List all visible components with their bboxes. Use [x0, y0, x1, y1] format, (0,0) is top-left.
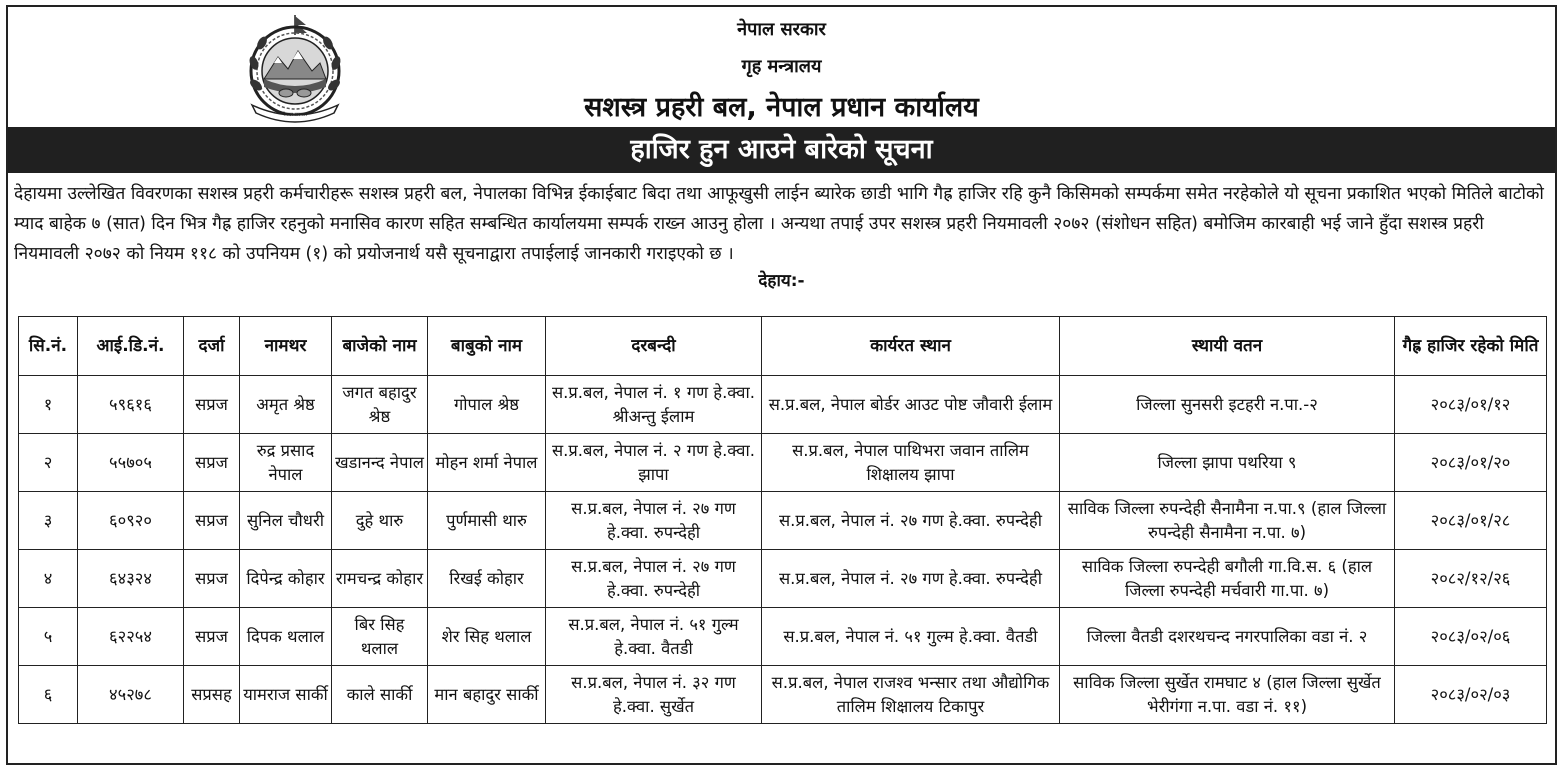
cell-post: स.प्र.बल, नेपाल नं. २७ गण हे.क्वा. रुपन्देही: [546, 550, 762, 608]
cell-grandfather: खडानन्द नेपाल: [332, 434, 428, 492]
cell-rank: सप्रसह: [184, 666, 240, 724]
cell-post: स.प्र.बल, नेपाल नं. २७ गण हे.क्वा. रुपन्देही: [546, 492, 762, 550]
cell-father: पुर्णमासी थारु: [428, 492, 546, 550]
cell-serial: ५: [19, 608, 78, 666]
table-header-row: [19, 317, 1547, 376]
col-header-address: स्थायी वतन: [1060, 317, 1395, 376]
cell-absent-date: २०८३/०२/०३: [1395, 666, 1547, 724]
cell-address: साविक जिल्ला रुपन्देही बगौली गा.वि.स. ६ (हाल जिल्ला रुपन्देही मर्चवारी गा.पा. ७): [1060, 550, 1395, 608]
absentee-table: [18, 316, 1547, 724]
col-header-post: दरबन्दी: [546, 317, 762, 376]
table-row: [19, 492, 1547, 550]
cell-rank: सप्रज: [184, 376, 240, 434]
cell-absent-date: २०८३/०१/२८: [1395, 492, 1547, 550]
table-row: [19, 550, 1547, 608]
dehaay-label: देहाय:-: [758, 271, 805, 291]
notice-title-banner: हाजिर हुन आउने बारेको सूचना: [8, 127, 1555, 173]
emblem-ribbon-text: नेपाल सरकार: [282, 112, 308, 118]
cell-post: स.प्र.बल, नेपाल नं. २ गण हे.क्वा. झापा: [546, 434, 762, 492]
cell-name: अमृत श्रेष्ठ: [240, 376, 332, 434]
table-row: [19, 376, 1547, 434]
cell-id: ६२२५४: [78, 608, 184, 666]
cell-address: जिल्ला झापा पथरिया ९: [1060, 434, 1395, 492]
government-name: नेपाल सरकार: [737, 19, 826, 40]
cell-rank: सप्रज: [184, 492, 240, 550]
cell-workplace: स.प्र.बल, नेपाल नं. २७ गण हे.क्वा. रुपन्देही: [762, 550, 1060, 608]
cell-father: मान बहादुर सार्की: [428, 666, 546, 724]
cell-father: शेर सिह थलाल: [428, 608, 546, 666]
cell-name: यामराज सार्की: [240, 666, 332, 724]
cell-father: गोपाल श्रेष्ठ: [428, 376, 546, 434]
cell-rank: सप्रज: [184, 608, 240, 666]
table-row: [19, 434, 1547, 492]
cell-name: दिपक थलाल: [240, 608, 332, 666]
col-header-serial: सि.नं.: [19, 317, 78, 376]
cell-father: मोहन शर्मा नेपाल: [428, 434, 546, 492]
cell-name: दिपेन्द्र कोहार: [240, 550, 332, 608]
cell-serial: ६: [19, 666, 78, 724]
cell-workplace: स.प्र.बल, नेपाल बोर्डर आउट पोष्ट जौवारी ईलाम: [762, 376, 1060, 434]
cell-grandfather: दुहे थारु: [332, 492, 428, 550]
cell-absent-date: २०८३/०२/०६: [1395, 608, 1547, 666]
table-row: [19, 666, 1547, 724]
notice-header: [8, 7, 1555, 127]
cell-absent-date: २०८३/०१/१२: [1395, 376, 1547, 434]
cell-name: रुद्र प्रसाद नेपाल: [240, 434, 332, 492]
cell-address: जिल्ला वैतडी दशरथचन्द नगरपालिका वडा नं. २: [1060, 608, 1395, 666]
cell-serial: २: [19, 434, 78, 492]
cell-workplace: स.प्र.बल, नेपाल पाथिभरा जवान तालिम शिक्षालय झापा: [762, 434, 1060, 492]
cell-serial: ३: [19, 492, 78, 550]
col-header-id: आई.डि.नं.: [78, 317, 184, 376]
col-header-name: नामथर: [240, 317, 332, 376]
cell-serial: १: [19, 376, 78, 434]
cell-address: साविक जिल्ला सुर्खेत रामघाट ४ (हाल जिल्ला सुर्खेत भेरीगंगा न.पा. वडा नं. ११): [1060, 666, 1395, 724]
notice-page: [6, 5, 1557, 765]
cell-father: रिखई कोहार: [428, 550, 546, 608]
cell-workplace: स.प्र.बल, नेपाल राजश्व भन्सार तथा औद्योगिक तालिम शिक्षालय टिकापुर: [762, 666, 1060, 724]
cell-grandfather: काले सार्की: [332, 666, 428, 724]
cell-grandfather: रामचन्द्र कोहार: [332, 550, 428, 608]
cell-name: सुनिल चौधरी: [240, 492, 332, 550]
col-header-workplace: कार्यरत स्थान: [762, 317, 1060, 376]
cell-rank: सप्रज: [184, 550, 240, 608]
cell-post: स.प्र.बल, नेपाल नं. १ गण हे.क्वा. श्रीअन्तु ईलाम: [546, 376, 762, 434]
office-name: सशस्त्र प्रहरी बल, नेपाल प्रधान कार्यालय: [584, 92, 979, 123]
col-header-absent-date: गैह्र हाजिर रहेको मिति: [1395, 317, 1547, 376]
cell-id: ५५७०५: [78, 434, 184, 492]
cell-id: ४५२७८: [78, 666, 184, 724]
cell-address: साविक जिल्ला रुपन्देही सैनामैना न.पा.९ (हाल जिल्ला रुपन्देही सैनामैना न.पा. ७): [1060, 492, 1395, 550]
ministry-name: गृह मन्त्रालय: [741, 56, 822, 77]
col-header-rank: दर्जा: [184, 317, 240, 376]
cell-address: जिल्ला सुनसरी इटहरी न.पा.-२: [1060, 376, 1395, 434]
cell-post: स.प्र.बल, नेपाल नं. ५१ गुल्म हे.क्वा. वैतडी: [546, 608, 762, 666]
cell-rank: सप्रज: [184, 434, 240, 492]
cell-workplace: स.प्र.बल, नेपाल नं. ५१ गुल्म हे.क्वा. वैतडी: [762, 608, 1060, 666]
cell-grandfather: जगत बहादुर श्रेष्ठ: [332, 376, 428, 434]
cell-post: स.प्र.बल, नेपाल नं. ३२ गण हे.क्वा. सुर्खेत: [546, 666, 762, 724]
col-header-grandfather: बाजेको नाम: [332, 317, 428, 376]
cell-id: ६०९२०: [78, 492, 184, 550]
cell-serial: ४: [19, 550, 78, 608]
cell-id: ५९६१६: [78, 376, 184, 434]
cell-absent-date: २०८३/०१/२०: [1395, 434, 1547, 492]
cell-workplace: स.प्र.बल, नेपाल नं. २७ गण हे.क्वा. रुपन्देही: [762, 492, 1060, 550]
cell-grandfather: बिर सिह थलाल: [332, 608, 428, 666]
cell-id: ६४३२४: [78, 550, 184, 608]
notice-body-text: देहायमा उल्लेखित विवरणका सशस्त्र प्रहरी कर्मचारीहरू सशस्त्र प्रहरी बल, नेपालका विभिन्न ईकाईबाट बिदा तथा आफूखुसी लाईन ब्यारेक छाडी भागि गैह्र हाजिर रहि कुनै किसिमको सम्पर्कमा समेत नरहेकोले यो सूचना प्रकाशित भएको मितिले बाटोको म्याद बाहेक ७ (सात) दिन भित्र गैह्र हाजिर रहनुको मनासिव कारण सहित सम्बन्धित कार्यालयमा सम्पर्क राख्न आउनु होला । अन्यथा तपाई उपर सशस्त्र प्रहरी नियमावली २०७२ (संशोधन सहित) बमोजिम कारबाही भई जाने हुँदा सशस्त्र प्रहरी नियमावली २०७२ को नियम ११८ को उपनियम (१) को प्रयोजनार्थ यसै सूचनाद्वारा तपाईलाई जानकारी गराइएको छ ।: [14, 184, 1544, 264]
col-header-father: बाबुको नाम: [428, 317, 546, 376]
cell-absent-date: २०८२/१२/२६: [1395, 550, 1547, 608]
table-row: [19, 608, 1547, 666]
